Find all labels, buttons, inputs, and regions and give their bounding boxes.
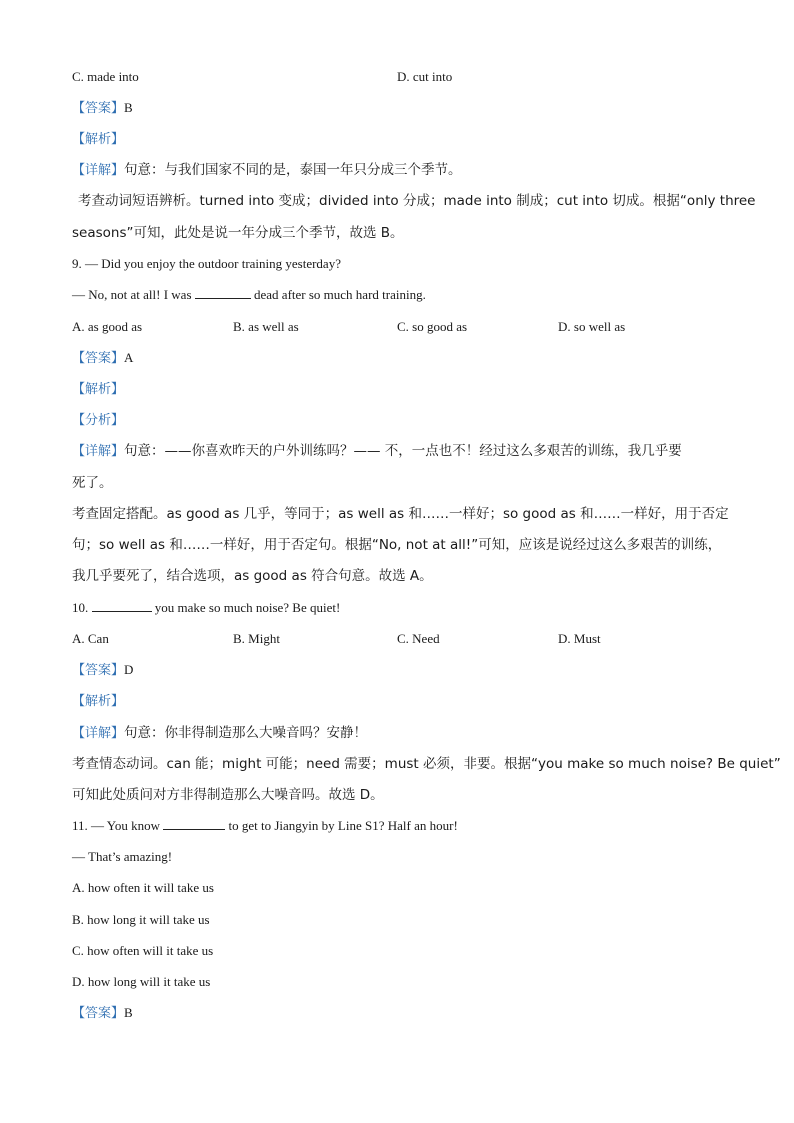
explanation-line: seasons”可知，此处是说一年分成三个季节，故选 B。: [72, 225, 404, 241]
explanation-line: 我几乎要死了，结合选项，as good as 符合句意。故选 A。: [72, 568, 433, 584]
answer-value: B: [124, 100, 133, 115]
analysis-line: [72, 130, 124, 149]
fenxi-line: [72, 411, 124, 430]
question-stem: — That’s amazing!: [72, 849, 173, 864]
question-stem: [72, 817, 458, 835]
detail-tag: 【详解】: [72, 444, 125, 459]
option-a: A. as good as: [72, 319, 143, 334]
analysis-line: [72, 692, 124, 711]
option-d: D. how long will it take us: [72, 974, 211, 989]
answer-tag: 【答案】: [72, 101, 125, 116]
stem-part: to get to Jiangyin by Line S1? Half an hour!: [228, 818, 458, 833]
detail-tag: 【详解】: [72, 726, 125, 741]
answer-line: [72, 99, 133, 118]
answer-value: D: [124, 662, 134, 677]
explanation-line: 考查动词短语辨析。turned into 变成；divided into 分成；made into 制成；cut into 切成。根据“only three: [78, 193, 756, 209]
detail-text: 死了。: [72, 475, 113, 491]
stem-part: dead after so much hard training.: [254, 287, 426, 302]
question-number: 10.: [72, 600, 89, 615]
option-b: B. Might: [233, 631, 280, 646]
question-stem: 9. — Did you enjoy the outdoor training yesterday?: [72, 256, 341, 271]
answer-blank: [163, 817, 225, 830]
answer-tag: 【答案】: [72, 1006, 125, 1021]
answer-tag: 【答案】: [72, 351, 125, 366]
answer-line: [72, 1004, 133, 1023]
answer-value: A: [124, 350, 134, 365]
option-c: C. so good as: [397, 319, 468, 334]
analysis-tag: 【解析】: [72, 694, 125, 709]
detail-line: [72, 442, 682, 461]
explanation-line: 考查情态动词。can 能；might 可能；need 需要；must 必须，非要。根据“you make so much noise? Be quiet”: [72, 756, 781, 772]
option-d: D. so well as: [558, 319, 626, 334]
detail-line: [72, 161, 462, 180]
detail-text: 句意：与我们国家不同的是，泰国一年只分成三个季节。: [124, 162, 462, 178]
option-b: B. as well as: [233, 319, 299, 334]
answer-blank: [92, 599, 152, 612]
option-a: A. Can: [72, 631, 109, 646]
answer-value: B: [124, 1005, 133, 1020]
fenxi-tag: 【分析】: [72, 413, 125, 428]
option-a: A. how often it will take us: [72, 880, 214, 895]
detail-text: 句意：你非得制造那么大噪音吗？安静！: [124, 725, 368, 741]
detail-text: 句意：——你喜欢昨天的户外训练吗？—— 不，一点也不！经过这么多艰苦的训练，我几乎要: [124, 443, 682, 459]
detail-line: [72, 724, 367, 743]
option-d: D. cut into: [397, 69, 453, 84]
option-c: C. made into: [72, 69, 139, 84]
option-c: C. how often will it take us: [72, 943, 214, 958]
explanation-line: 考查固定搭配。as good as 几乎，等同于；as well as 和……一样好；so good as 和……一样好，用于否定: [72, 506, 729, 522]
analysis-tag: 【解析】: [72, 382, 125, 397]
stem-part: 11. — You know: [72, 818, 161, 833]
answer-blank: [195, 286, 251, 299]
option-c: C. Need: [397, 631, 440, 646]
stem-part: you make so much noise? Be quiet!: [154, 600, 341, 615]
explanation-line: 可知此处质问对方非得制造那么大噪音吗。故选 D。: [72, 787, 384, 803]
analysis-tag: 【解析】: [72, 132, 125, 147]
stem-part: — No, not at all! I was: [72, 287, 192, 302]
answer-line: [72, 661, 133, 680]
analysis-line: [72, 380, 124, 399]
question-stem: [72, 286, 426, 304]
option-d: D. Must: [558, 631, 601, 646]
answer-line: [72, 349, 133, 368]
explanation-line: 句；so well as 和……一样好，用于否定句。根据“No, not at all!”可知，应该是说经过这么多艰苦的训练，: [72, 537, 722, 553]
question-stem: [72, 599, 340, 617]
answer-tag: 【答案】: [72, 663, 125, 678]
detail-tag: 【详解】: [72, 163, 125, 178]
option-b: B. how long it will take us: [72, 912, 210, 927]
